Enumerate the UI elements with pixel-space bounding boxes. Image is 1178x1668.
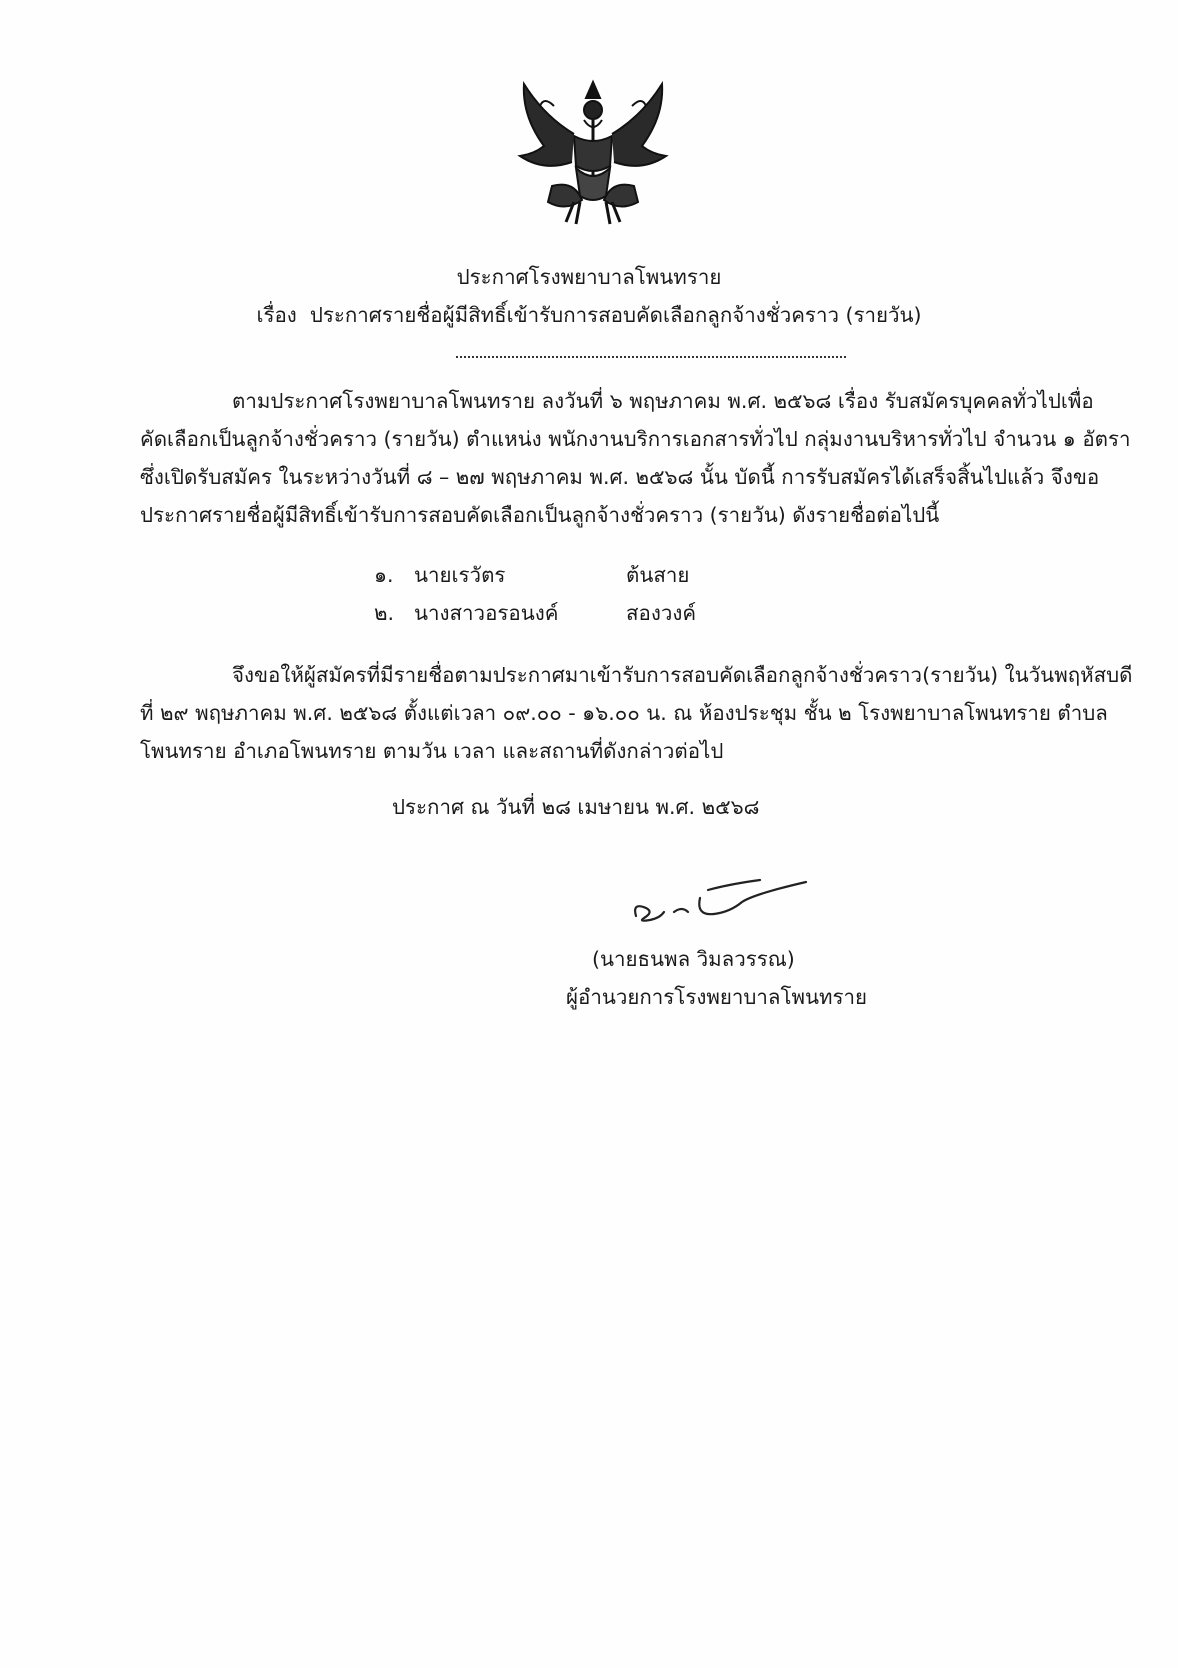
paragraph-1-line-4: ประกาศรายชื่อผู้มีสิทธิ์เข้ารับการสอบคัดเลือกเป็นลูกจ้างชั่วคราว (รายวัน) ดังรายชื่อต่อไปนี้ — [140, 503, 940, 527]
signer-position: ผู้อำนวยการโรงพยาบาลโพนทราย — [566, 985, 868, 1009]
paragraph-2-line-3: โพนทราย อำเภอโพนทราย ตามวัน เวลา และสถานที่ดังกล่าวต่อไป — [140, 739, 724, 763]
signer-name: (นายธนพล วิมลวรรณ) — [592, 947, 795, 971]
document-title: ประกาศโรงพยาบาลโพนทราย — [456, 265, 722, 289]
announce-date: ประกาศ ณ วันที่ ๒๘ เมษายน พ.ศ. ๒๕๖๘ — [392, 795, 760, 819]
candidate-last-name: ต้นสาย — [626, 563, 690, 587]
candidate-number: ๒. — [374, 601, 395, 625]
garuda-emblem-icon — [514, 76, 672, 228]
candidate-first-name: นายเรวัตร — [414, 563, 506, 587]
paragraph-1-line-2: คัดเลือกเป็นลูกจ้างชั่วคราว (รายวัน) ตำแหน่ง พนักงานบริการเอกสารทั่วไป กลุ่มงานบริหารทั่วไป จำนวน ๑ อัตรา — [140, 427, 1131, 451]
candidate-first-name: นางสาวอรอนงค์ — [414, 601, 559, 625]
paragraph-1-line-3: ซึ่งเปิดรับสมัคร ในระหว่างวันที่ ๘ – ๒๗ พฤษภาคม พ.ศ. ๒๕๖๘ นั้น บัดนี้ การรับสมัครได้เสร็จสิ้นไปแล้ว จึงขอ — [140, 465, 1100, 489]
candidate-last-name: สองวงค์ — [626, 601, 697, 625]
paragraph-2-line-1: จึงขอให้ผู้สมัครที่มีรายชื่อตามประกาศมาเข้ารับการสอบคัดเลือกลูกจ้างชั่วคราว(รายวัน) ในวันพฤหัสบดี — [232, 663, 1133, 687]
title-divider — [456, 356, 846, 358]
paragraph-1-line-1: ตามประกาศโรงพยาบาลโพนทราย ลงวันที่ ๖ พฤษภาคม พ.ศ. ๒๕๖๘ เรื่อง รับสมัครบุคคลทั่วไปเพื่อ — [232, 389, 1094, 413]
subject-text: ประกาศรายชื่อผู้มีสิทธิ์เข้ารับการสอบคัดเลือกลูกจ้างชั่วคราว (รายวัน) — [309, 303, 922, 327]
handwritten-signature — [630, 872, 810, 932]
subject-label: เรื่อง — [256, 303, 297, 327]
candidate-number: ๑. — [374, 563, 394, 587]
document-subject — [0, 300, 1178, 330]
paragraph-2-line-2: ที่ ๒๙ พฤษภาคม พ.ศ. ๒๕๖๘ ตั้งแต่เวลา ๐๙.๐๐ - ๑๖.๐๐ น. ณ ห้องประชุม ชั้น ๒ โรงพยาบาลโพนทราย ตำบล — [140, 701, 1108, 725]
